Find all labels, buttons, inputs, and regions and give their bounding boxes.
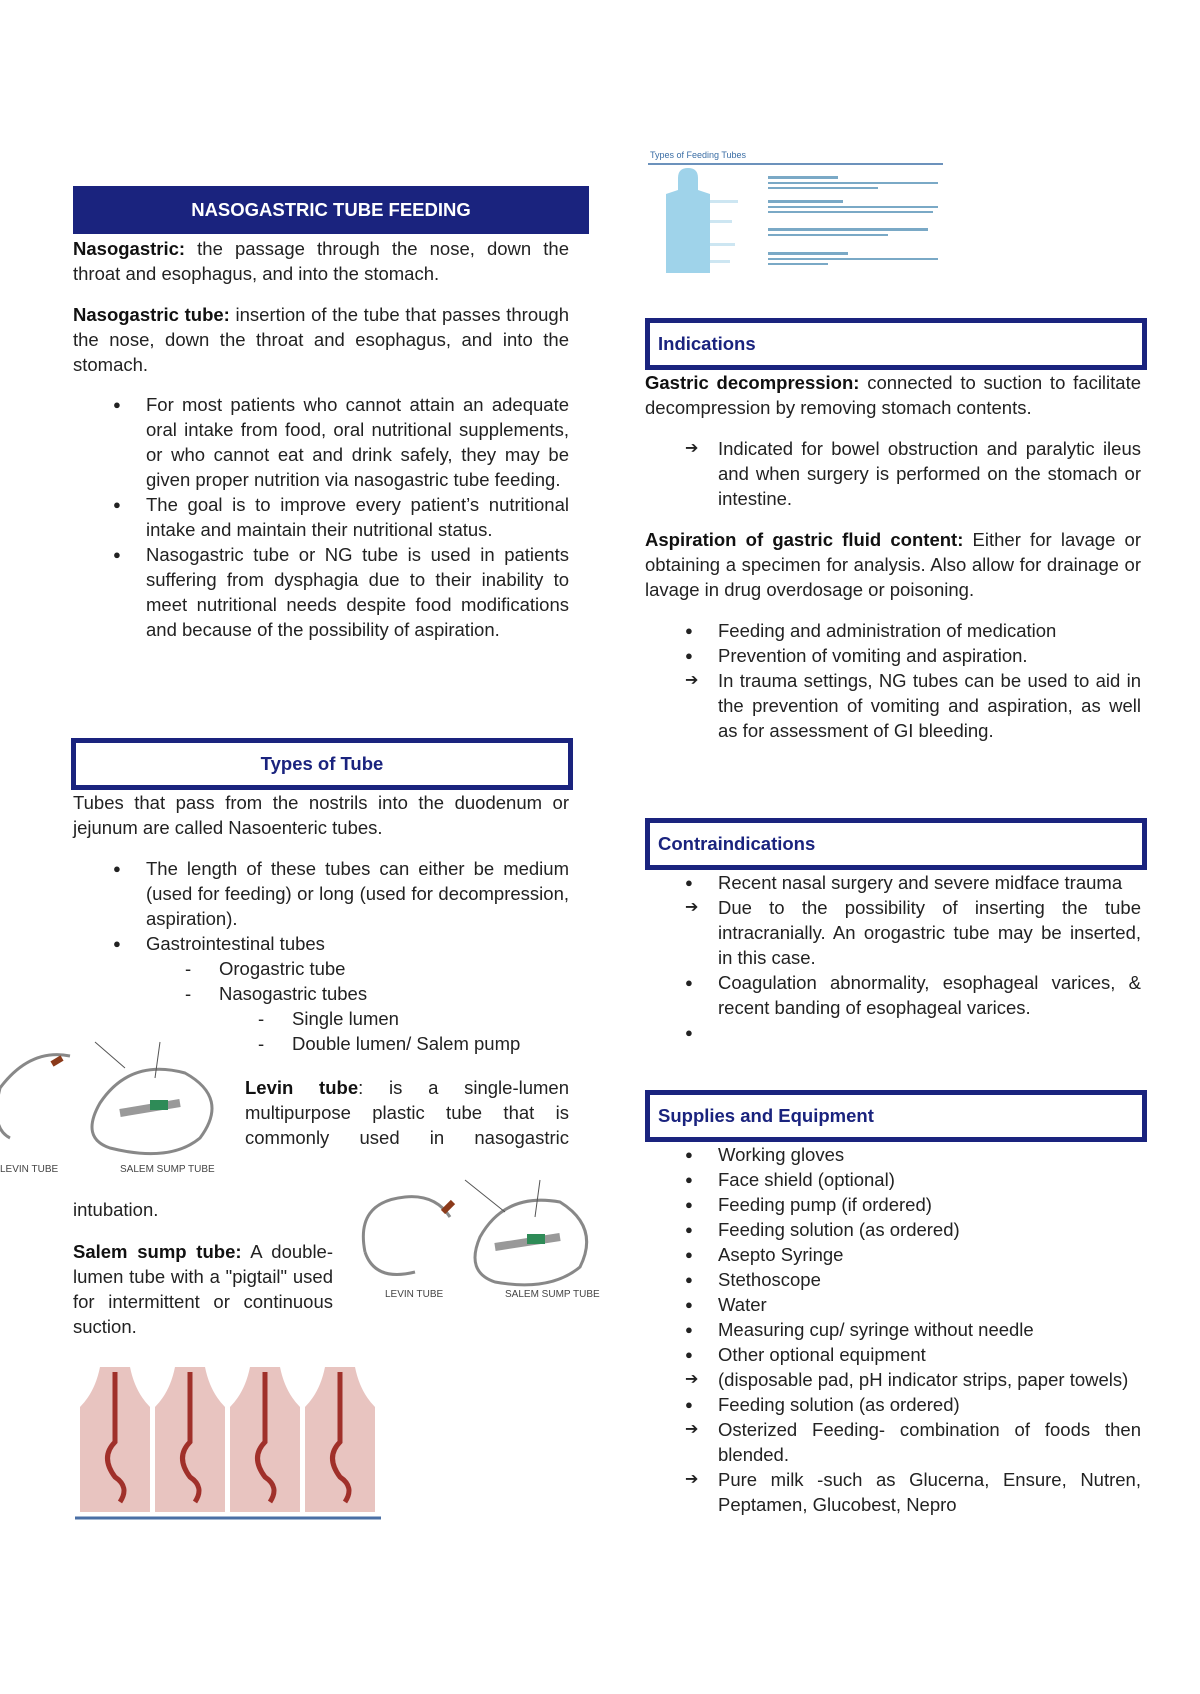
list-item: ● Working gloves <box>645 1142 1141 1167</box>
indications-bullet-list <box>645 618 1141 668</box>
feeding-tube-types-image <box>648 148 948 296</box>
list-item: ➔ Due to the possibility of inserting the tube intracranially. An orogastric tube may be inserted, in this case. <box>645 895 1141 970</box>
list-item: ➔ (disposable pad, pH indicator strips, paper towels) <box>645 1367 1141 1392</box>
list-item: ● Face shield (optional) <box>645 1167 1141 1192</box>
types-of-tube-header: Types of Tube <box>71 738 573 790</box>
gastric-arrow-list <box>645 436 1141 511</box>
list-item: - Orogastric tube <box>73 956 569 981</box>
list-item: - Double lumen/ Salem pump <box>73 1031 569 1056</box>
salem-tube-label: SALEM SUMP TUBE <box>505 1289 600 1300</box>
gastric-decompression: Gastric decompression: connected to suction to facilitate decompression by removing stomach contents. <box>645 372 1142 418</box>
left-intro <box>73 236 569 642</box>
salem-description: Salem sump tube: A double-lumen tube with a "pigtail" used for intermittent or continuous suction. <box>73 1241 334 1337</box>
list-item: ● Feeding and administration of medication <box>645 618 1141 643</box>
list-item: ● Recent nasal surgery and severe midface trauma <box>645 870 1141 895</box>
supplies-arrow-list-2 <box>645 1417 1141 1517</box>
feeding-image-title: Types of Feeding Tubes <box>650 150 747 160</box>
levin-salem-tube-image <box>0 1028 232 1178</box>
list-item: ● Feeding solution (as ordered) <box>645 1392 1141 1417</box>
list-item: ● Water <box>645 1292 1141 1317</box>
indications-header: Indications <box>645 318 1147 370</box>
supplies-list-2 <box>645 1392 1141 1417</box>
list-item: - Single lumen <box>73 1006 569 1031</box>
list-item: ➔ Osterized Feeding- combination of foods then blended. <box>645 1417 1141 1467</box>
definition-nasogastric: Nasogastric: the passage through the nose, down the throat and esophagus, and into the stomach. <box>73 238 569 284</box>
contraindications-list <box>645 870 1141 895</box>
list-item: ● Coagulation abnormality, esophageal varices, & recent banding of esophageal varices. <box>645 970 1141 1020</box>
supplies-list <box>645 1142 1141 1367</box>
list-item: ➔ Pure milk -such as Glucerna, Ensure, Nutren, Peptamen, Glucobest, Nepro <box>645 1467 1141 1517</box>
salem-tube-label: SALEM SUMP TUBE <box>120 1164 215 1175</box>
list-item: ● Feeding pump (if ordered) <box>645 1192 1141 1217</box>
list-item: ● Prevention of vomiting and aspiration. <box>645 643 1141 668</box>
list-item: ● The goal is to improve every patient’s nutritional intake and maintain their nutritional status. <box>73 492 569 542</box>
types-intro: Tubes that pass from the nostrils into the duodenum or jejunum are called Nasoenteric tubes. <box>73 792 569 838</box>
list-item: ● Feeding solution (as ordered) <box>645 1217 1141 1242</box>
list-item: ● Other optional equipment <box>645 1342 1141 1367</box>
supplies-section <box>645 1142 1141 1517</box>
main-title-banner <box>73 186 589 234</box>
levin-description-continued: intubation. <box>73 1199 159 1220</box>
contraindications-list-2 <box>645 970 1141 1045</box>
list-item: ● For most patients who cannot attain an adequate oral intake from food, oral nutritional supplements, or who cannot eat and drink safely, they may be given proper nutrition via nasogastric tube feeding. <box>73 392 569 492</box>
levin-tube-label: LEVIN TUBE <box>385 1289 444 1300</box>
list-item: ● Gastrointestinal tubes <box>73 931 569 956</box>
gi-sublist <box>73 956 569 1006</box>
contraindications-arrow-list <box>645 895 1141 970</box>
indications-section <box>645 370 1141 743</box>
main-title: NASOGASTRIC TUBE FEEDING <box>191 199 471 220</box>
list-item: ● Asepto Syringe <box>645 1242 1141 1267</box>
intro-bullet-list <box>73 392 569 642</box>
list-item: ● Measuring cup/ syringe without needle <box>645 1317 1141 1342</box>
indications-arrow-list <box>645 668 1141 743</box>
feeding-tube-anatomy-image <box>75 1362 381 1520</box>
types-bullet-list <box>73 856 569 956</box>
levin-tube-label: LEVIN TUBE <box>0 1164 59 1175</box>
types-of-tube-section <box>73 790 569 1056</box>
list-item-empty <box>645 1020 1141 1045</box>
supplies-arrow-list <box>645 1367 1141 1392</box>
list-item: - Nasogastric tubes <box>73 981 569 1006</box>
list-item: ● Nasogastric tube or NG tube is used in patients suffering from dysphagia due to their inability to meet nutritional needs despite food modifications and because of the possibility of aspiration. <box>73 542 569 642</box>
contraindications-section <box>645 870 1141 1045</box>
list-item: ● Stethoscope <box>645 1267 1141 1292</box>
supplies-header: Supplies and Equipment <box>645 1090 1147 1142</box>
aspiration-gastric-fluid: Aspiration of gastric fluid content: Either for lavage or obtaining a specimen for analysis. Also allow for drainage or lavage in drug overdosage or poisoning. <box>645 529 1141 600</box>
contraindications-header: Contraindications <box>645 818 1147 870</box>
levin-description: Levin tube: is a single-lumen multipurpose plastic tube that is commonly used in nasogastric <box>245 1077 569 1148</box>
definition-nasogastric-tube: Nasogastric tube: insertion of the tube that passes through the nose, down the throat and esophagus, and into the stomach. <box>73 304 570 375</box>
list-item: ➔ Indicated for bowel obstruction and paralytic ileus and when surgery is performed on the stomach or intestine. <box>645 436 1141 511</box>
list-item: ➔ In trauma settings, NG tubes can be used to aid in the prevention of vomiting and aspiration, as well as for assessment of GI bleeding. <box>645 668 1141 743</box>
list-item: ● The length of these tubes can either be medium (used for feeding) or long (used for decompression, aspiration). <box>73 856 569 931</box>
levin-salem-tube-image-2 <box>355 1172 600 1302</box>
